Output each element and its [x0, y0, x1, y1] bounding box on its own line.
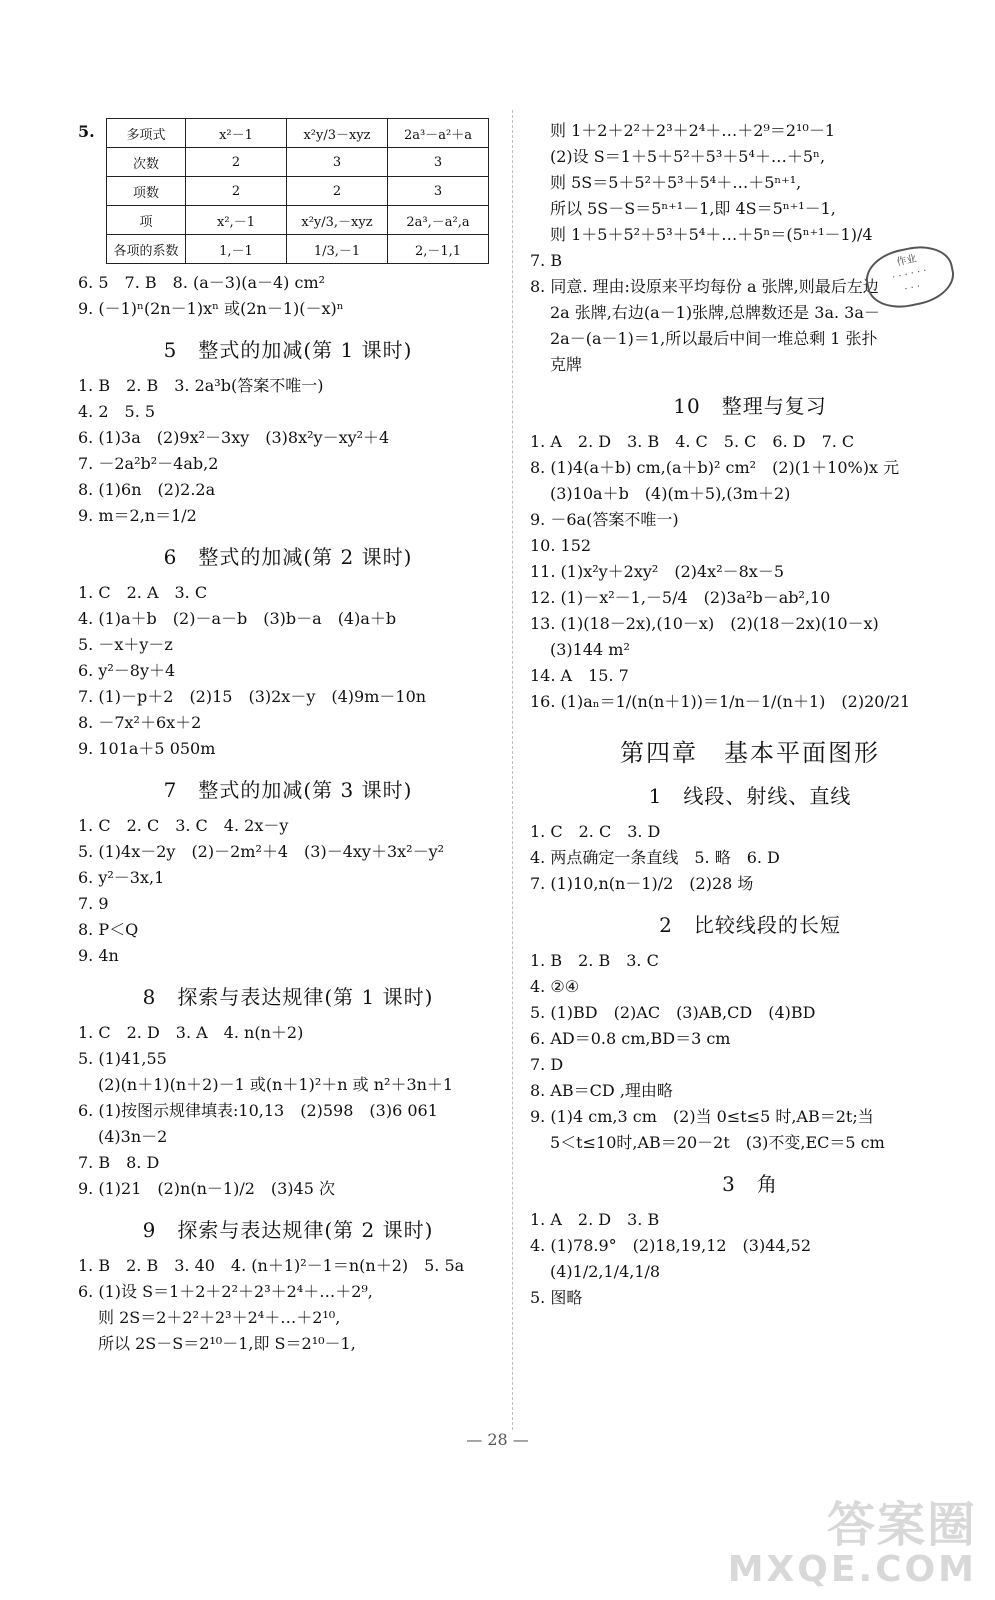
section-heading: 1 线段、射线、直线 [648, 784, 852, 808]
answer-line: 4. (1)a＋b (2)－a－b (3)b－a (4)a＋b [78, 609, 397, 628]
answer-line: 1. B 2. B 3. 2a³b(答案不唯一) [78, 376, 324, 395]
answer-line: 1. B 2. B 3. C [530, 951, 659, 970]
answer-line: 7. (1)10,n(n－1)/2 (2)28 场 [530, 874, 754, 893]
table-cell: 2 [186, 177, 287, 206]
table-header-row [107, 119, 489, 148]
table-cell: 2 [287, 177, 388, 206]
section-heading: 3 角 [722, 1172, 778, 1196]
answer-continuation: 所以 2S－S＝2¹⁰－1,即 S＝2¹⁰－1, [98, 1334, 356, 1353]
answer-line: 14. A 15. 7 [530, 666, 629, 685]
answer-line: 11. (1)x²y＋2xy² (2)4x²－8x－5 [530, 562, 784, 581]
section-heading: 6 整式的加减(第 2 课时) [163, 545, 413, 569]
answer-line: 6. y²－8y＋4 [78, 661, 176, 680]
answer-line: 7. 9 [78, 894, 109, 913]
answer-line: 8. (1)4(a＋b) cm,(a＋b)² cm² (2)(1＋10%)x 元 [530, 458, 900, 477]
answer-line: 8. 同意. 理由:设原来平均每份 a 张牌,则最后左边 [530, 277, 879, 296]
answer-line: 6. (1)按图示规律填表:10,13 (2)598 (3)6 061 [78, 1101, 438, 1120]
answer-continuation: (3)144 m² [550, 640, 630, 659]
answer-line: 13. (1)(18－2x),(10－x) (2)(18－2x)(10－x) [530, 614, 879, 633]
answer-continuation: 克牌 [550, 355, 583, 374]
table-cell: 3 [388, 148, 489, 177]
answer-line: 9. 4n [78, 946, 119, 965]
table-cell: 2a³,－a²,a [388, 206, 489, 235]
page-number: — 28 — [466, 1430, 529, 1449]
table-cell: 2,－1,1 [388, 235, 489, 264]
answer-line: 5. (1)4x－2y (2)－2m²＋4 (3)－4xy＋3x²－y² [78, 842, 445, 861]
answer-line: 5. (1)41,55 [78, 1049, 167, 1068]
table-cell: 3 [388, 177, 489, 206]
answer-line: 4. 两点确定一条直线 5. 略 6. D [530, 848, 780, 867]
answer-continuation: 则 5S＝5＋5²＋5³＋5⁴＋…＋5ⁿ⁺¹, [550, 173, 802, 192]
table-cell: 2 [186, 148, 287, 177]
chapter-title: 第四章 基本平面图形 [620, 739, 880, 767]
answer-continuation: (2)设 S＝1＋5＋5²＋5³＋5⁴＋…＋5ⁿ, [550, 147, 826, 166]
answer-line: 1. C 2. C 3. D [530, 822, 661, 841]
table-header-cell: 多项式 [107, 119, 186, 148]
table-header-cell: x²y/3－xyz [287, 119, 388, 148]
answer-continuation: 5＜t≤10时,AB＝20－2t (3)不变,EC＝5 cm [550, 1133, 885, 1152]
answer-line: 9. (－1)ⁿ(2n－1)xⁿ 或(2n－1)(－x)ⁿ [78, 299, 344, 318]
answer-line: 9. (1)4 cm,3 cm (2)当 0≤t≤5 时,AB＝2t;当 [530, 1107, 874, 1126]
answer-continuation: (4)3n－2 [98, 1127, 168, 1146]
answer-line: 8. (1)6n (2)2.2a [78, 480, 216, 499]
answer-line: 1. C 2. C 3. C 4. 2x－y [78, 816, 289, 835]
answer-line: 5. －x＋y－z [78, 635, 173, 654]
answer-line: 7. B 8. D [78, 1153, 160, 1172]
table-cell: 1/3,－1 [287, 235, 388, 264]
answer-line: 16. (1)aₙ＝1/(n(n＋1))＝1/n－1/(n＋1) (2)20/21 [530, 692, 911, 711]
answer-line: 9. (1)21 (2)n(n－1)/2 (3)45 次 [78, 1179, 335, 1198]
answer-line: 10. 152 [530, 536, 592, 555]
answer-continuation: 2a－(a－1)＝1,所以最后中间一堆总剩 1 张扑 [550, 329, 878, 348]
answer-line: 8. P＜Q [78, 920, 139, 939]
answer-line: 6. (1)3a (2)9x²－3xy (3)8x²y－xy²＋4 [78, 428, 390, 447]
answer-line: 6. AD＝0.8 cm,BD＝3 cm [530, 1029, 731, 1048]
table-header-cell: 2a³－a²＋a [388, 119, 489, 148]
answer-continuation: 则 1＋5＋5²＋5³＋5⁴＋…＋5ⁿ＝(5ⁿ⁺¹－1)/4 [550, 225, 873, 244]
section-heading: 7 整式的加减(第 3 课时) [163, 778, 413, 802]
answer-line: 6. 5 7. B 8. (a－3)(a－4) cm² [78, 273, 326, 292]
answer-line: 1. C 2. D 3. A 4. n(n＋2) [78, 1023, 304, 1042]
answer-line: 5. 图略 [530, 1288, 583, 1307]
answer-line: 6. y²－3x,1 [78, 868, 165, 887]
table-row [107, 235, 489, 264]
left-column [78, 118, 498, 1357]
answer-line: 1. A 2. D 3. B [530, 1210, 660, 1229]
watermark-line-1: 答案圈 [826, 1497, 977, 1553]
table-row [107, 206, 489, 235]
table-cell: 各项的系数 [107, 235, 186, 264]
table-cell: 3 [287, 148, 388, 177]
table-cell: 次数 [107, 148, 186, 177]
answer-line: 7. B [530, 251, 563, 270]
section-heading: 5 整式的加减(第 1 课时) [163, 338, 413, 362]
answer-line: 9. m＝2,n＝1/2 [78, 506, 197, 525]
answer-continuation: 则 2S＝2＋2²＋2³＋2⁴＋…＋2¹⁰, [98, 1308, 341, 1327]
answer-continuation: (3)10a＋b (4)(m＋5),(3m＋2) [550, 484, 791, 503]
answer-line: 4. 2 5. 5 [78, 402, 156, 421]
polynomial-table [106, 118, 489, 264]
table-question-number: 5. [78, 122, 95, 141]
table-row [107, 148, 489, 177]
answer-line: 1. C 2. A 3. C [78, 583, 208, 602]
watermark-line-2: MXQE.COM [727, 1549, 977, 1590]
answer-line: 8. －7x²＋6x＋2 [78, 713, 202, 732]
table-cell: x²,－1 [186, 206, 287, 235]
answer-continuation: 则 1＋2＋2²＋2³＋2⁴＋…＋2⁹＝2¹⁰－1 [550, 121, 836, 140]
answer-line: 1. A 2. D 3. B 4. C 5. C 6. D 7. C [530, 432, 855, 451]
table-header-cell: x²－1 [186, 119, 287, 148]
left-answer-lines [78, 270, 498, 1357]
circular-stamp: 作业 · · · · · · · · · [861, 239, 959, 314]
answer-line: 12. (1)－x²－1,－5/4 (2)3a²b－ab²,10 [530, 588, 831, 607]
section-heading: 9 探索与表达规律(第 2 课时) [142, 1218, 434, 1242]
answer-line: 7. D [530, 1055, 564, 1074]
answer-continuation: 2a 张牌,右边(a－1)张牌,总牌数还是 3a. 3a－ [550, 303, 880, 322]
section-heading: 2 比较线段的长短 [659, 913, 841, 937]
answer-line: 6. (1)设 S＝1＋2＋2²＋2³＋2⁴＋…＋2⁹, [78, 1282, 373, 1301]
column-divider [512, 110, 513, 1430]
site-watermark [727, 1497, 977, 1590]
table-cell: 项 [107, 206, 186, 235]
answer-continuation: (2)(n＋1)(n＋2)－1 或(n＋1)²＋n 或 n²＋3n＋1 [98, 1075, 454, 1094]
answer-continuation: (4)1/2,1/4,1/8 [550, 1262, 661, 1281]
answer-continuation: 所以 5S－S＝5ⁿ⁺¹－1,即 4S＝5ⁿ⁺¹－1, [550, 199, 836, 218]
section-heading: 10 整理与复习 [673, 394, 827, 418]
table-cell: x²y/3,－xyz [287, 206, 388, 235]
answer-line: 7. －2a²b²－4ab,2 [78, 454, 219, 473]
answer-line: 1. B 2. B 3. 40 4. (n＋1)²－1＝n(n＋2) 5. 5a [78, 1256, 465, 1275]
table-cell: 1,－1 [186, 235, 287, 264]
answer-line: 5. (1)BD (2)AC (3)AB,CD (4)BD [530, 1003, 816, 1022]
answer-line: 9. －6a(答案不唯一) [530, 510, 679, 529]
answer-line: 8. AB＝CD ,理由略 [530, 1081, 673, 1100]
section-heading: 8 探索与表达规律(第 1 课时) [142, 985, 434, 1009]
answer-line: 4. (1)78.9° (2)18,19,12 (3)44,52 [530, 1236, 812, 1255]
answer-line: 7. (1)－p＋2 (2)15 (3)2x－y (4)9m－10n [78, 687, 427, 706]
answer-line: 4. ②④ [530, 977, 580, 996]
question-5-table-block [78, 118, 498, 264]
table-cell: 项数 [107, 177, 186, 206]
table-row [107, 177, 489, 206]
answer-line: 9. 101a＋5 050m [78, 739, 216, 758]
